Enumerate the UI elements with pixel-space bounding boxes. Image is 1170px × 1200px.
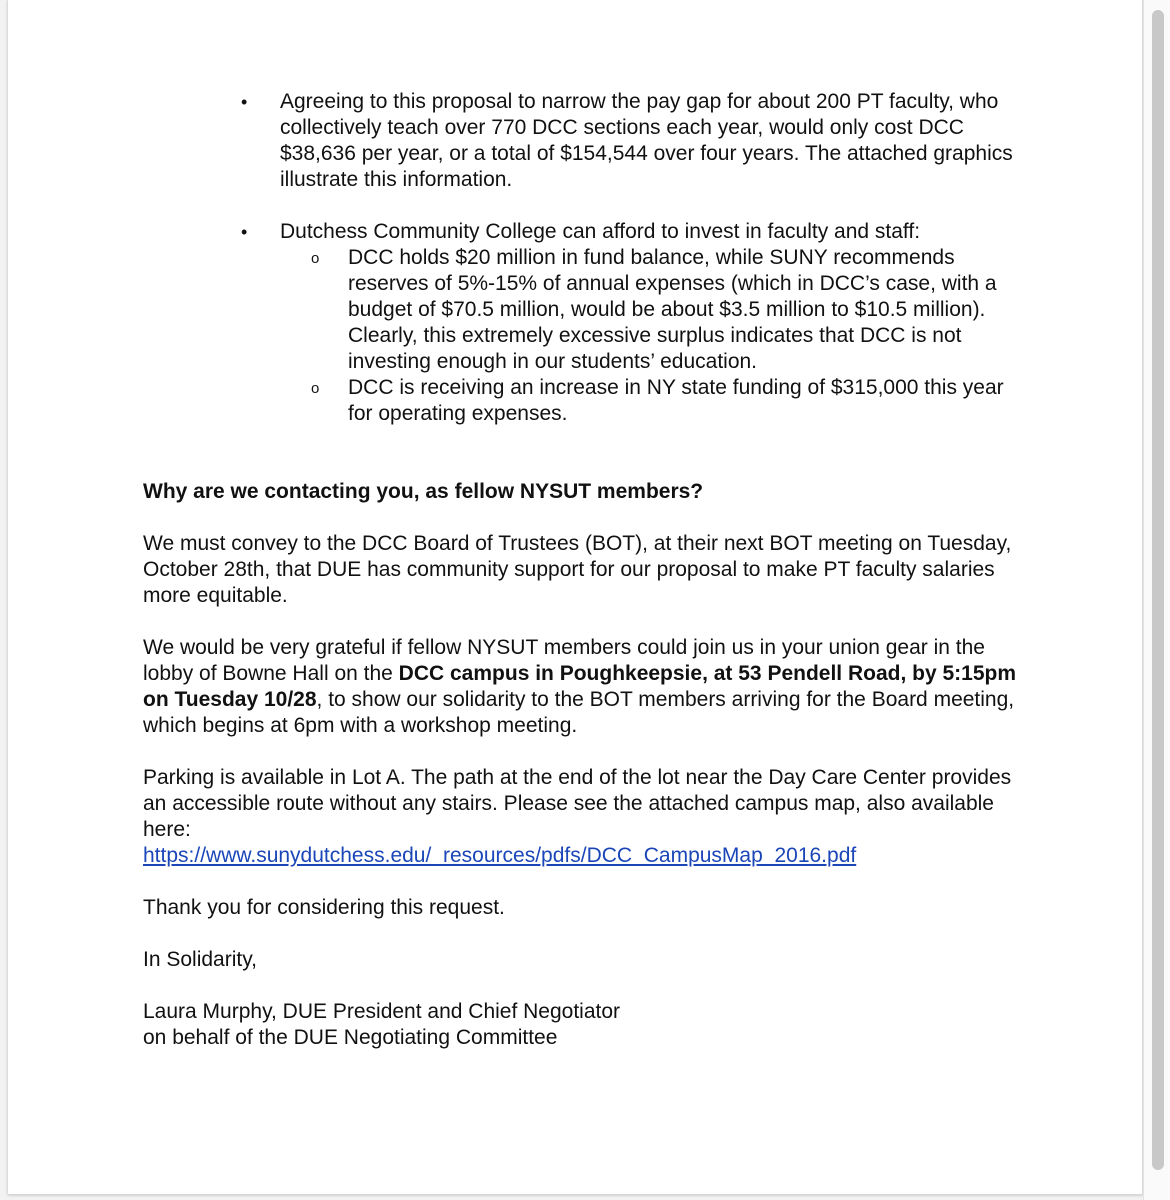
section-heading: Why are we contacting you, as fellow NYSUT members? — [143, 480, 704, 503]
paragraph-join-us — [143, 635, 1023, 739]
bullet-item-cost — [143, 89, 1043, 193]
sub-bullet-text: DCC is receiving an increase in NY state funding of $315,000 this year for operating expenses. — [348, 376, 1004, 425]
closing-line: In Solidarity, — [143, 948, 257, 971]
bullet-text: Dutchess Community College can afford to invest in faculty and staff: — [280, 220, 921, 243]
sub-bullet-fund-balance — [143, 245, 1043, 375]
sub-bullet-text: DCC holds $20 million in fund balance, while SUNY recommends reserves of 5%-15% of annual expenses (which in DCC’s case, with a budget of $70.5 million, would be about $3.5 million to $10.5 million). Clearly, this extremely excessive surplus indicates that DCC is not investing enough in our students’ education. — [348, 246, 997, 373]
join-text-start: We would be very grateful if fellow NYSUT members could join us in your union gear in the lobby of Bowne Hall on the — [143, 636, 985, 685]
campus-map-link[interactable]: https://www.sunydutchess.edu/_resources/pdfs/DCC_CampusMap_2016.pdf — [143, 844, 857, 867]
paragraph-parking: Parking is available in Lot A. The path at the end of the lot near the Day Care Center provides an accessible route without any stairs. Please see the attached campus map, also available here: — [143, 766, 1012, 841]
thanks-line: Thank you for considering this request. — [143, 896, 505, 919]
bullet-item-afford — [143, 219, 1043, 245]
bullet-text: Agreeing to this proposal to narrow the pay gap for about 200 PT faculty, who collectively teach over 770 DCC sections each year, would only cost DCC $38,636 per year, or a total of $154,544 over four years. The attached graphics illustrate this information. — [280, 90, 1013, 191]
campus-map-link-row — [143, 843, 1043, 869]
paragraph-bot-meeting: We must convey to the DCC Board of Trustees (BOT), at their next BOT meeting on Tuesday, October 28th, that DUE has community support for our proposal to make PT faculty salaries more equitable. — [143, 532, 1012, 607]
signature-committee: on behalf of the DUE Negotiating Committee — [143, 1026, 558, 1049]
signature-name: Laura Murphy, DUE President and Chief Negotiator — [143, 1000, 621, 1023]
document-body — [143, 89, 1043, 1051]
join-text-end: , to show our solidarity to the BOT members arriving for the Board meeting, which begins at 6pm with a workshop meeting. — [143, 688, 1015, 737]
circle-bullet-icon: o — [311, 250, 320, 267]
location-time-emphasis: DCC campus in Poughkeepsie, at 53 Pendell Road, by 5:15pm on Tuesday 10/28 — [143, 662, 1017, 711]
sub-bullet-state-funding — [143, 375, 1043, 427]
scrollbar-thumb[interactable] — [1152, 10, 1164, 1170]
vertical-scrollbar[interactable] — [1143, 0, 1170, 1200]
circle-bullet-icon: o — [311, 380, 320, 397]
bullet-dot-icon: • — [241, 92, 248, 112]
bullet-dot-icon: • — [241, 222, 248, 242]
